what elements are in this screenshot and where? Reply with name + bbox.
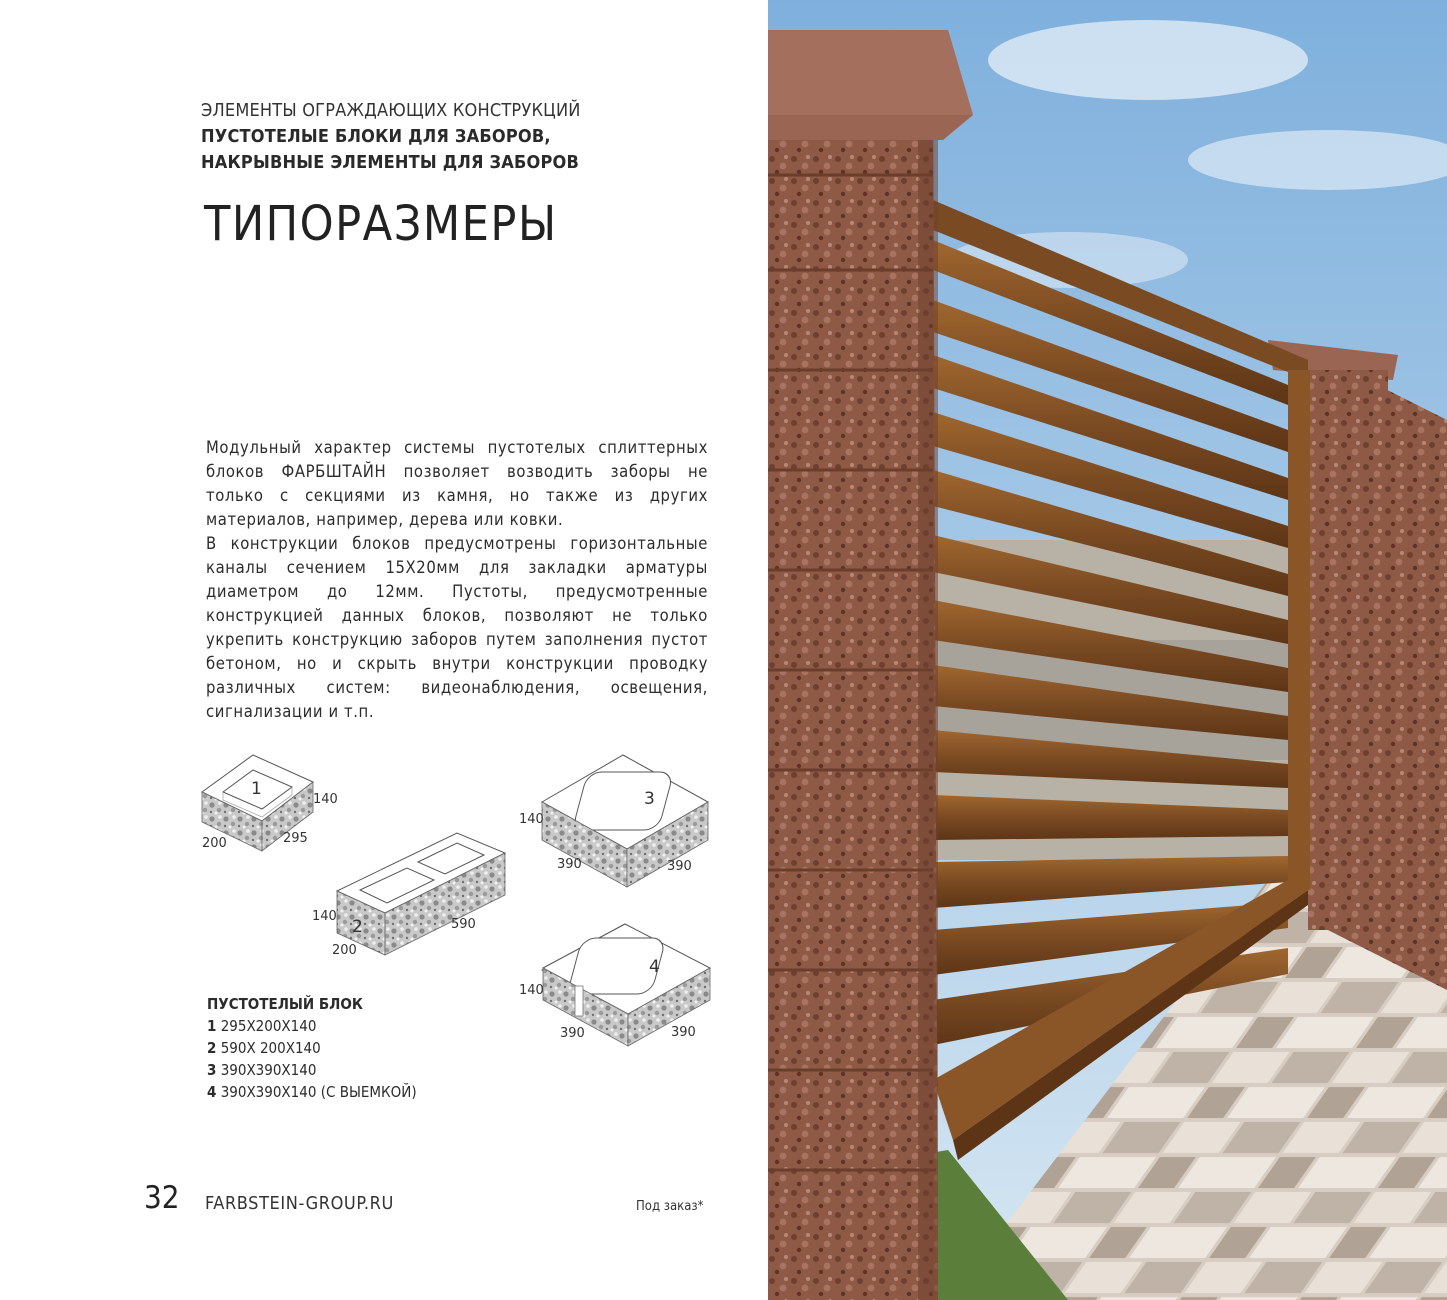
spec-item: 1 295Х200Х140 xyxy=(207,1017,317,1035)
block-4-number: 4 xyxy=(649,957,660,977)
order-footnote: Под заказ* xyxy=(636,1199,704,1214)
header-subtitle-1: ПУСТОТЕЛЫЕ БЛОКИ ДЛЯ ЗАБОРОВ, xyxy=(201,126,551,147)
block-3-height: 140 xyxy=(519,812,544,827)
spec-item: 3 390Х390Х140 xyxy=(207,1061,317,1079)
description-paragraph-1: Модульный характер системы пустотелых сплиттерных блоков ФАРБШТАЙН позволяет возводить заборы не только с секциями из камня, но также из других материалов, например, дерева или ковки. xyxy=(206,438,708,529)
block-1-length: 295 xyxy=(283,831,308,846)
block-3-width: 390 xyxy=(557,857,582,872)
header-subtitle-2: НАКРЫВНЫЕ ЭЛЕМЕНТЫ ДЛЯ ЗАБОРОВ xyxy=(201,152,580,173)
block-2-diagram xyxy=(312,833,505,958)
section-header xyxy=(201,98,581,176)
block-4-width: 390 xyxy=(560,1026,585,1041)
spec-item: 2 590Х 200Х140 xyxy=(207,1039,321,1057)
block-3-number: 3 xyxy=(644,789,655,809)
block-1-height: 140 xyxy=(313,792,338,807)
header-category: ЭЛЕМЕНТЫ ОГРАЖДАЮЩИХ КОНСТРУКЦИЙ xyxy=(201,100,581,121)
block-2-width: 200 xyxy=(332,943,357,958)
block-2-number: 2 xyxy=(352,917,363,937)
block-4-height: 140 xyxy=(519,983,544,998)
page-title: ТИПОРАЗМЕРЫ xyxy=(204,196,558,252)
specs-title: ПУСТОТЕЛЫЙ БЛОК xyxy=(207,995,363,1013)
block-1-width: 200 xyxy=(202,836,227,851)
description-paragraph-2: В конструкции блоков предусмотрены горизонтальные каналы сечением 15Х20мм для закладки арматуры диаметром до 12мм. Пустоты, предусмотренные конструкцией данных блоков, позволяют не только укрепить конструкцию заборов путем заполнения пустот бетоном, но и скрыть внутри конструкции проводку различных систем: видеонаблюдения, освещения, сигнализации и т.п. xyxy=(206,534,708,721)
block-specs xyxy=(207,993,417,1103)
block-2-length: 590 xyxy=(451,917,476,932)
block-4-length: 390 xyxy=(671,1025,696,1040)
block-4-figure xyxy=(519,920,715,1045)
block-1-diagram xyxy=(202,755,338,851)
page-number: 32 xyxy=(144,1180,180,1216)
fence-photo xyxy=(768,0,1447,1300)
block-1-number: 1 xyxy=(251,779,262,799)
block-3-diagram xyxy=(519,755,708,887)
block-3-length: 390 xyxy=(667,859,692,874)
website-link[interactable]: FARBSTEIN-GROUP.RU xyxy=(205,1193,394,1214)
description-text xyxy=(206,436,708,724)
spec-item: 4 390Х390Х140 (С ВЫЕМКОЙ) xyxy=(207,1083,417,1101)
block-2-height: 140 xyxy=(312,909,337,924)
